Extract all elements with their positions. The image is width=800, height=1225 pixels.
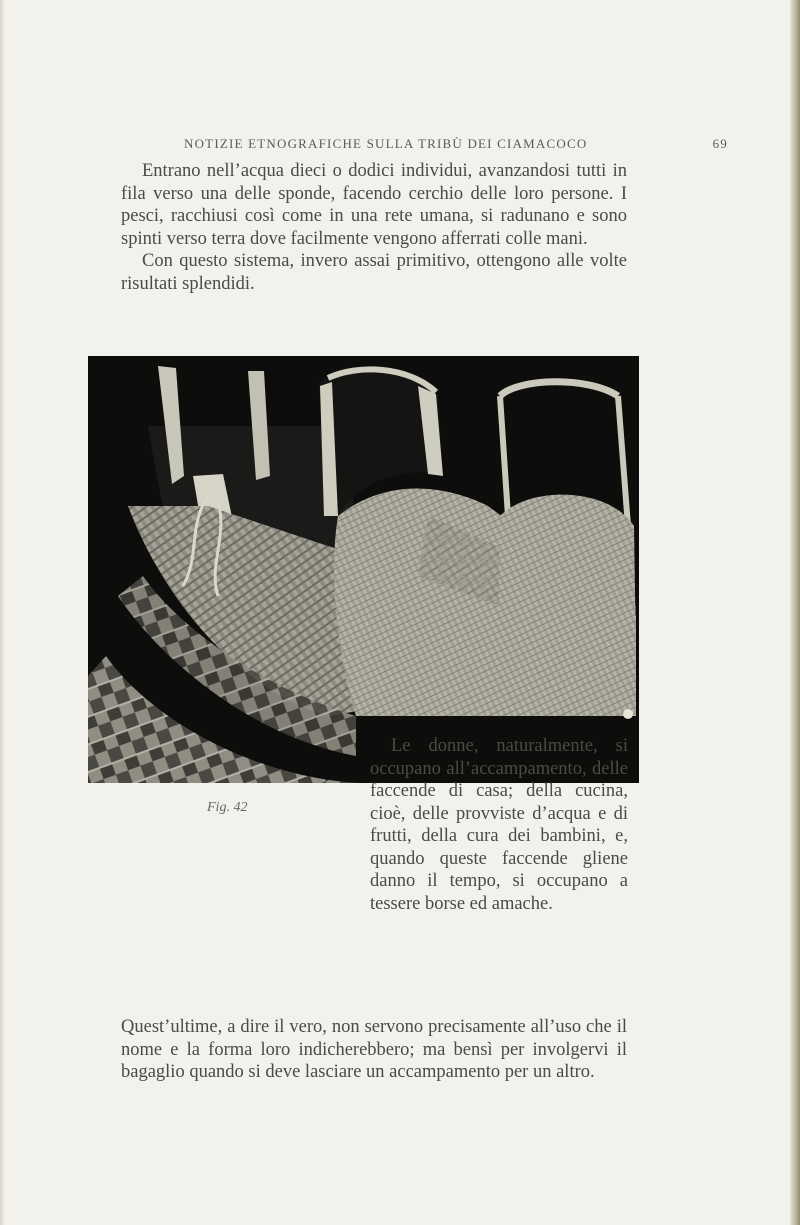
body-text-top [121, 160, 627, 295]
paragraph: Entrano nell’acqua dieci o dodici individui, avanzandosi tutti in fila verso una delle sponde, facendo cerchio delle loro persone. I pesci, racchiusi così come in una rete umana, si radunano e sono spinti verso terra dove facilmente vengono afferrati colle mani. [121, 161, 627, 249]
paragraph: Le donne, naturalmente, si occupano all’accampamento, delle faccende di casa; della cucina, cioè, delle provviste d’acqua e di frutti, della cura dei bambini, e, quando queste faccende gliene danno il tempo, si occupano a tessere borse ed amache. [370, 736, 628, 914]
body-text-wrapped [370, 735, 628, 915]
figure-photo [88, 356, 639, 783]
figure-caption: Fig. 42 [207, 800, 248, 815]
page-number: 69 [712, 136, 728, 151]
woven-bags-image [88, 356, 639, 783]
paragraph: Quest’ultime, a dire il vero, non servono precisamente all’uso che il nome e la forma loro indicherebbero; ma bensì per involgervi il bagaglio quando si deve lasciare un accampamento per un altro. [121, 1017, 627, 1082]
body-text-bottom [121, 1016, 627, 1084]
header-title: NOTIZIE ETNOGRAFICHE SULLA TRIBÙ DEI CIAMACOCO [184, 136, 588, 151]
page-left-shadow [0, 0, 5, 1225]
page-right-edge [790, 0, 800, 1225]
paragraph: Con questo sistema, invero assai primitivo, ottengono alle volte risultati splendidi. [121, 251, 627, 294]
